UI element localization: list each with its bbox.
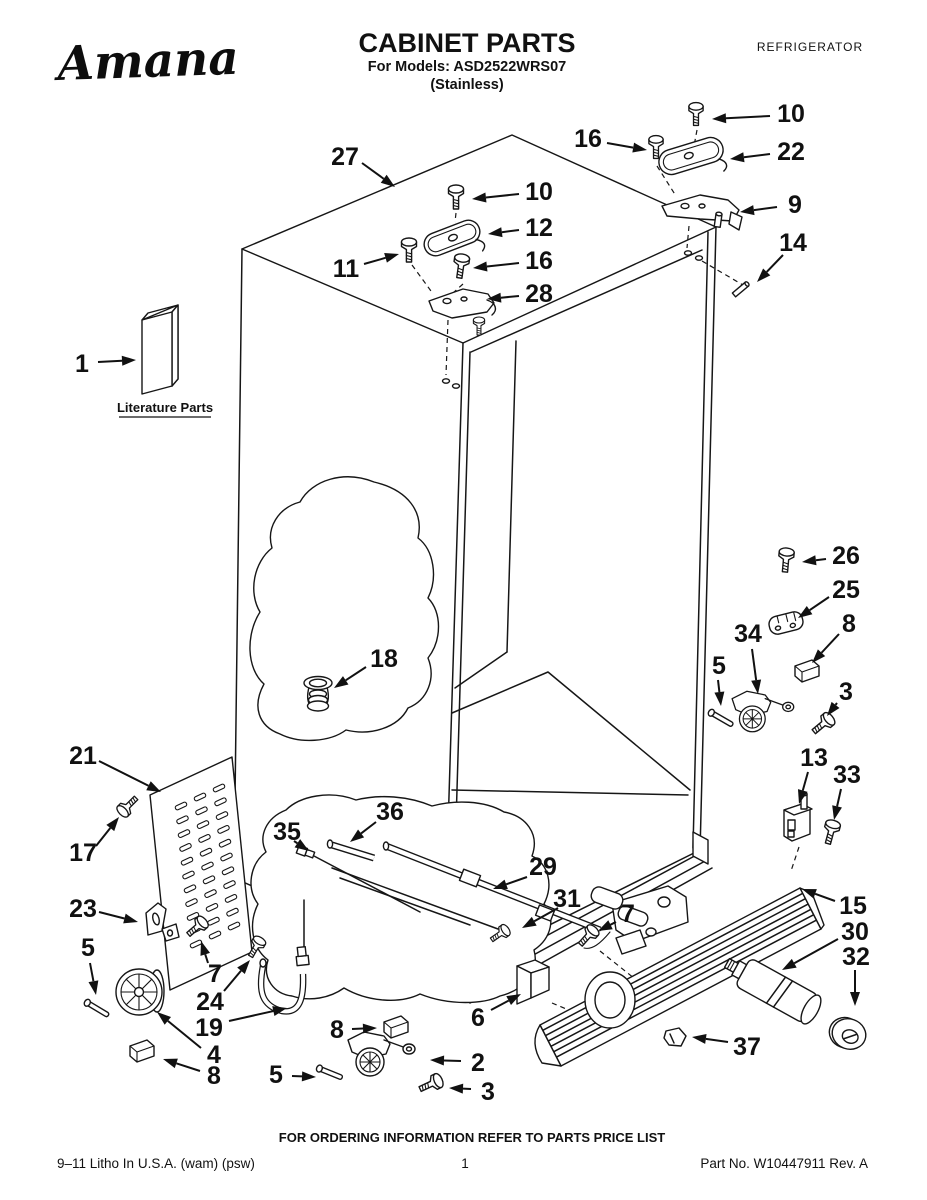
svg-text:37: 37 <box>733 1033 761 1061</box>
svg-text:8: 8 <box>207 1062 221 1090</box>
svg-text:17: 17 <box>69 839 97 867</box>
svg-text:7: 7 <box>621 900 635 928</box>
part-bracket-6 <box>517 960 549 1004</box>
callout-8 <box>163 1059 221 1090</box>
callout-32 <box>842 943 870 1006</box>
svg-text:23: 23 <box>69 895 97 923</box>
svg-text:10: 10 <box>525 178 553 206</box>
svg-text:1: 1 <box>75 350 89 378</box>
callout-3 <box>827 678 853 716</box>
svg-text:8: 8 <box>842 610 856 638</box>
svg-text:31: 31 <box>553 885 581 913</box>
cutaway-side-panel <box>250 477 439 741</box>
amana-logo: Amana <box>56 30 240 92</box>
svg-text:21: 21 <box>69 742 97 770</box>
svg-text:26: 26 <box>832 542 860 570</box>
part-hinge-top-right <box>649 103 750 297</box>
callout-37 <box>692 1033 761 1061</box>
callout-22 <box>730 138 805 166</box>
callout-16 <box>574 125 647 153</box>
svg-text:18: 18 <box>370 645 398 673</box>
svg-text:2: 2 <box>471 1049 485 1077</box>
part-group-right <box>707 547 841 845</box>
part-literature <box>142 305 178 394</box>
svg-text:24: 24 <box>196 988 224 1016</box>
part-filter-cap <box>825 1013 870 1054</box>
svg-text:5: 5 <box>81 934 95 962</box>
svg-text:16: 16 <box>525 247 553 275</box>
litho-note: 9–11 Litho In U.S.A. (wam) (psw) <box>57 1156 255 1171</box>
svg-text:9: 9 <box>788 191 802 219</box>
callout-14 <box>757 229 807 282</box>
callout-27 <box>331 143 395 187</box>
callout-26 <box>802 542 860 570</box>
page-title: CABINET PARTS <box>358 28 576 58</box>
doc-type-label: REFRIGERATOR <box>756 40 864 54</box>
svg-text:19: 19 <box>195 1014 223 1042</box>
callout-21 <box>69 742 161 792</box>
finish-line: (Stainless) <box>430 77 504 93</box>
svg-text:25: 25 <box>832 576 860 604</box>
svg-text:33: 33 <box>833 761 861 789</box>
svg-text:5: 5 <box>712 652 726 680</box>
callout-10 <box>712 100 805 128</box>
svg-text:Literature Parts: Literature Parts <box>116 400 214 415</box>
callout-1 <box>75 350 136 378</box>
callout-2 <box>430 1049 485 1077</box>
svg-text:10: 10 <box>777 100 805 128</box>
svg-text:35: 35 <box>273 818 301 846</box>
svg-text:15: 15 <box>839 892 867 920</box>
svg-text:32: 32 <box>842 943 870 971</box>
svg-text:28: 28 <box>525 280 553 308</box>
model-line: For Models: ASD2522WRS07 <box>367 59 567 75</box>
svg-text:3: 3 <box>481 1078 495 1106</box>
page-number: 1 <box>461 1156 469 1171</box>
svg-text:27: 27 <box>331 143 359 171</box>
svg-text:36: 36 <box>376 798 404 826</box>
ordering-note: FOR ORDERING INFORMATION REFER TO PARTS PRICE LIST <box>278 1130 666 1145</box>
part-number: Part No. W10447911 Rev. A <box>700 1156 868 1171</box>
svg-text:30: 30 <box>841 918 869 946</box>
svg-text:34: 34 <box>734 620 762 648</box>
callout-5 <box>81 934 98 995</box>
svg-text:6: 6 <box>471 1004 485 1032</box>
svg-text:4: 4 <box>207 1041 221 1069</box>
callout-5 <box>269 1061 316 1089</box>
part-grommet <box>304 677 332 712</box>
callout-34 <box>734 620 762 694</box>
svg-text:12: 12 <box>525 214 553 242</box>
callout-17 <box>69 817 119 867</box>
svg-text:29: 29 <box>529 853 557 881</box>
svg-text:3: 3 <box>839 678 853 706</box>
callout-3 <box>449 1078 495 1106</box>
callout-23 <box>69 895 138 923</box>
callout-33 <box>832 761 861 820</box>
svg-text:7: 7 <box>208 960 222 988</box>
svg-text:8: 8 <box>330 1016 344 1044</box>
part-clip-37 <box>664 1028 686 1046</box>
svg-text:22: 22 <box>777 138 805 166</box>
callout-8 <box>812 610 856 663</box>
svg-text:13: 13 <box>800 744 828 772</box>
svg-text:14: 14 <box>779 229 807 257</box>
svg-text:16: 16 <box>574 125 602 153</box>
svg-text:11: 11 <box>332 255 360 283</box>
callout-5 <box>712 652 726 706</box>
svg-text:5: 5 <box>269 1061 283 1089</box>
callout-13 <box>798 744 828 804</box>
footer <box>57 1130 868 1171</box>
header <box>53 28 864 93</box>
callout-9 <box>740 191 802 219</box>
literature-label <box>117 400 213 417</box>
